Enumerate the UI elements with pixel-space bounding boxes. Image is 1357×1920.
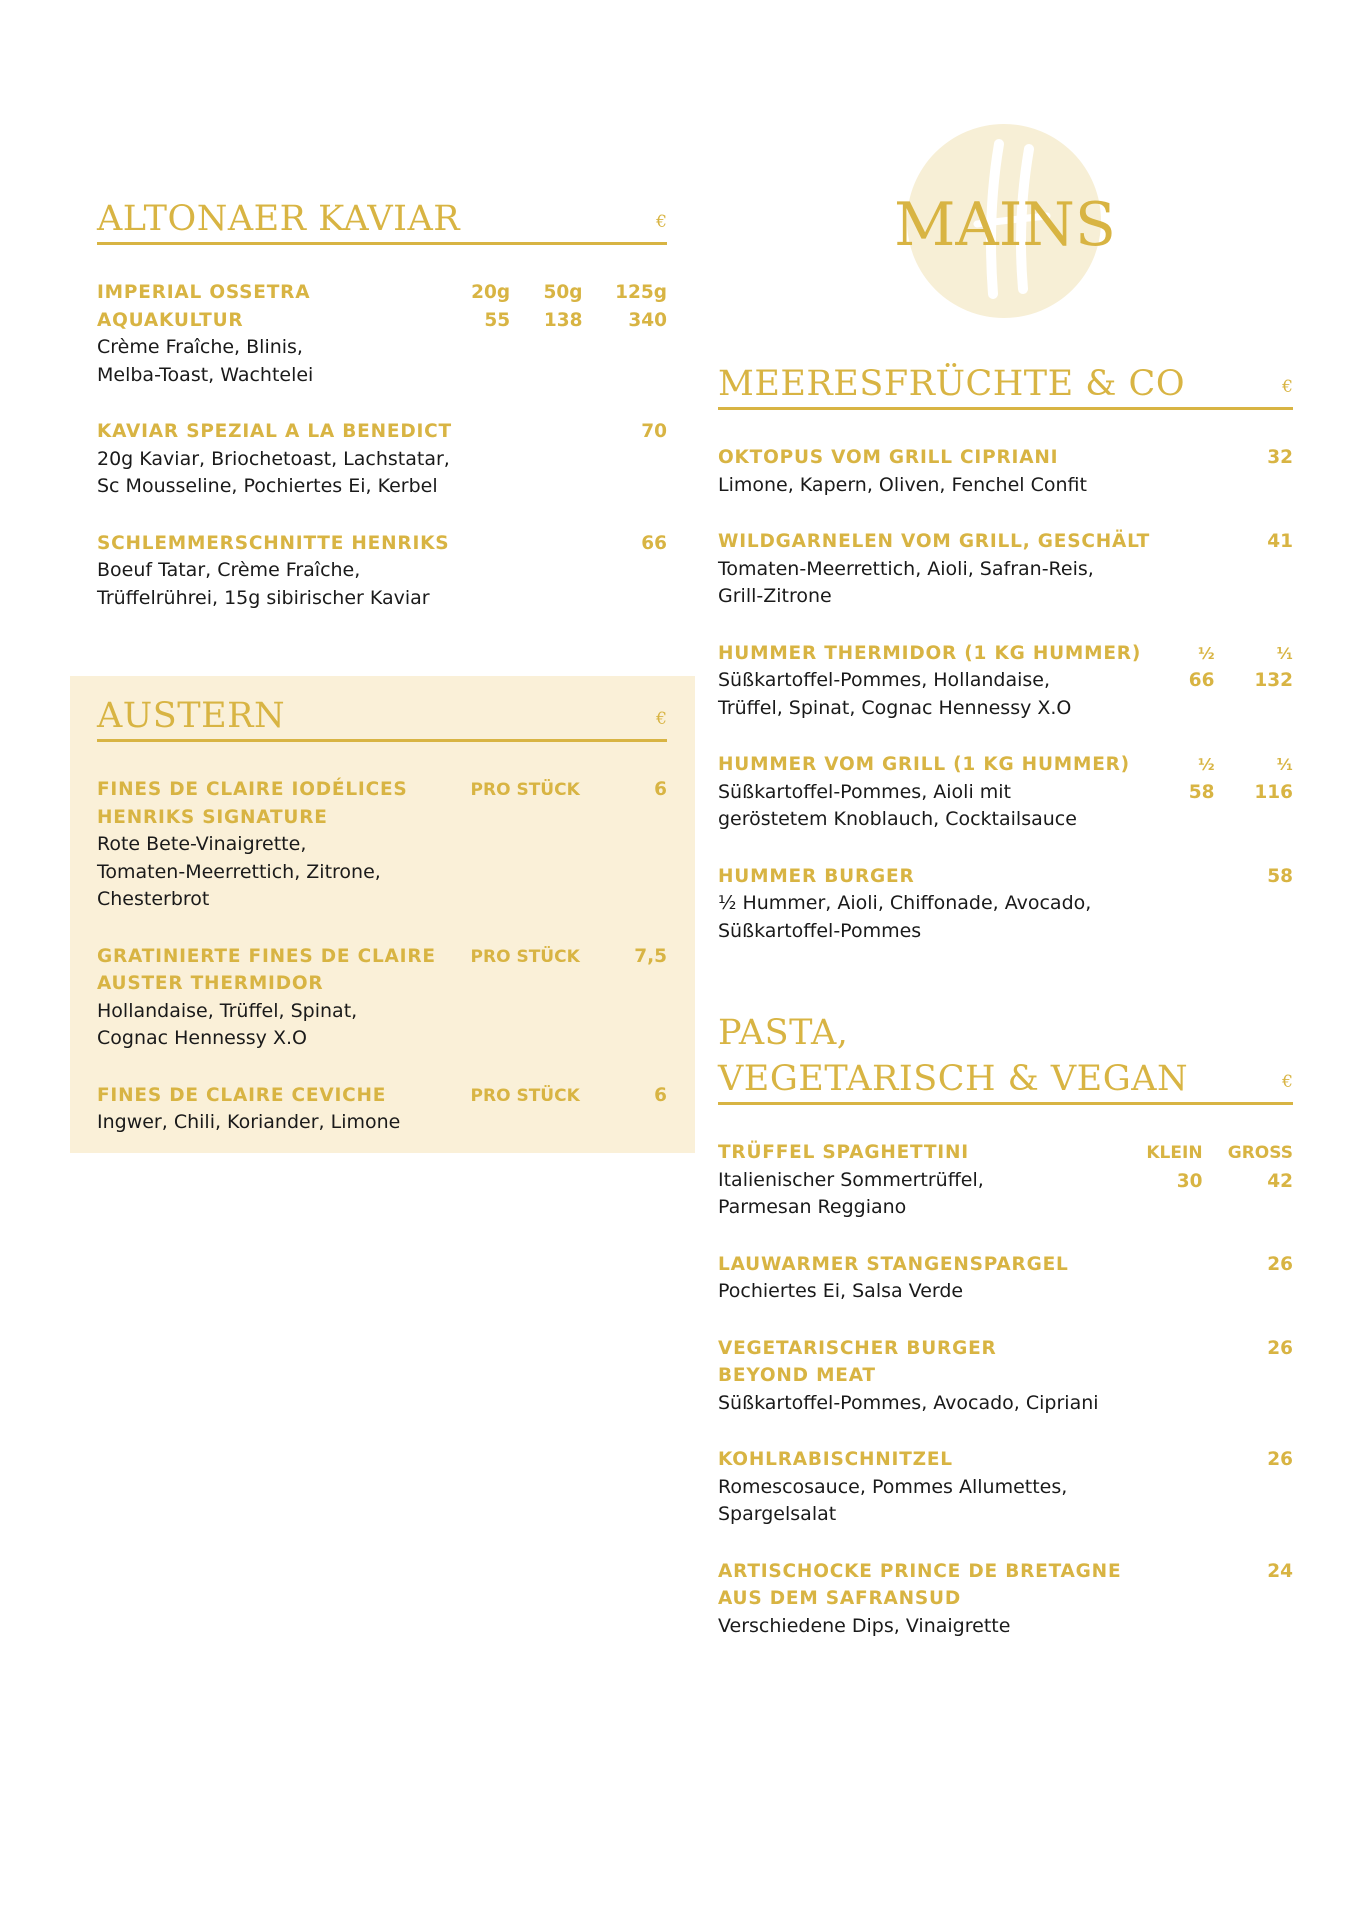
- item-price-grid: [1175, 640, 1293, 695]
- currency-label: €: [656, 709, 667, 729]
- item-price-grid: [460, 279, 667, 334]
- section-title: ALTONAER KAVIAR: [97, 199, 461, 239]
- item-name: FINES DE CLAIRE CEVICHE: [97, 1084, 387, 1106]
- item-name: SCHLEMMERSCHNITTE HENRIKS: [97, 532, 450, 554]
- item-description: Pochiertes Ei, Salsa Verde: [718, 1280, 964, 1302]
- item-price: 58: [1267, 865, 1293, 887]
- section-kaviar: [97, 196, 667, 641]
- item-description: Sc Mousseline, Pochiertes Ei, Kerbel: [97, 475, 438, 497]
- item-price: 26: [1267, 1253, 1293, 1275]
- item-description: 20g Kaviar, Briochetoast, Lachstatar,: [97, 447, 450, 470]
- menu-item: [718, 1335, 1293, 1418]
- item-description: Tomaten-Meerrettich, Zitrone,: [97, 860, 381, 883]
- item-description: Süßkartoffel-Pommes, Avocado, Cipriani: [718, 1391, 1099, 1414]
- item-name: LAUWARMER STANGENSPARGEL: [718, 1253, 1069, 1275]
- menu-item: [718, 1251, 1293, 1306]
- item-description: Spargelsalat: [718, 1503, 837, 1525]
- item-price-grid: [1175, 751, 1293, 806]
- section-header: [718, 361, 1293, 410]
- item-name: AUS DEM SAFRANSUD: [718, 1588, 962, 1609]
- item-price: 6: [654, 779, 667, 800]
- item-price: 41: [1267, 531, 1293, 552]
- item-description: Trüffelrührei, 15g sibirischer Kaviar: [97, 586, 430, 609]
- item-description: Hollandaise, Trüffel, Spinat,: [97, 999, 358, 1022]
- section-header: [97, 693, 667, 742]
- item-description: Parmesan Reggiano: [718, 1196, 907, 1218]
- item-price: 7,5: [634, 945, 667, 967]
- section-pasta: [718, 1010, 1293, 1669]
- item-name: KOHLRABISCHNITZEL: [718, 1449, 953, 1470]
- item-price: 340: [628, 309, 667, 331]
- item-price: 58: [1188, 781, 1215, 803]
- item-price-grid: [471, 776, 667, 805]
- item-name: TRÜFFEL SPAGHETTINI: [718, 1142, 969, 1163]
- item-price: 66: [1188, 670, 1215, 691]
- unit-label: PRO STÜCK: [470, 1085, 580, 1106]
- menu-item: [97, 418, 667, 501]
- item-description: Italienischer Sommertrüffel,: [718, 1168, 984, 1191]
- size-label: 50g: [543, 282, 583, 303]
- menu-item: [718, 1446, 1293, 1529]
- whole-label: ¹⁄₁: [1276, 643, 1293, 663]
- menu-item: [97, 1082, 667, 1137]
- half-label: ½: [1197, 755, 1215, 774]
- menu-item: [718, 444, 1293, 499]
- half-label: ½: [1197, 643, 1215, 663]
- item-description: ½ Hummer, Aioli, Chiffonade, Avocado,: [718, 892, 1092, 914]
- item-price: 138: [543, 309, 583, 331]
- item-description: Tomaten-Meerrettich, Aioli, Safran-Reis,: [718, 557, 1094, 580]
- section-header: [97, 196, 667, 245]
- item-description: Trüffel, Spinat, Cognac Hennessy X.O: [718, 696, 1072, 719]
- item-description: Rote Bete-Vinaigrette,: [97, 833, 307, 855]
- item-name: HUMMER BURGER: [718, 865, 915, 887]
- menu-item: [97, 530, 667, 613]
- menu-item: [97, 943, 667, 1053]
- item-description: Boeuf Tatar, Crème Fraîche,: [97, 559, 361, 581]
- currency-label: €: [1282, 1072, 1293, 1092]
- unit-label: PRO STÜCK: [470, 946, 580, 967]
- size-label: GROSS: [1227, 1143, 1293, 1163]
- section-title: VEGETARISCH & VEGAN: [718, 1059, 1189, 1099]
- whole-label: ¹⁄₁: [1276, 755, 1293, 774]
- menu-item: [718, 528, 1293, 611]
- section-title: PASTA,: [718, 1013, 849, 1053]
- menu-item: [718, 1139, 1293, 1222]
- item-price: 66: [641, 532, 667, 554]
- item-name: HUMMER THERMIDOR (1 KG HUMMER): [718, 642, 1142, 664]
- item-name: AUSTER THERMIDOR: [97, 973, 324, 994]
- item-description: Cognac Hennessy X.O: [97, 1027, 307, 1049]
- item-price: 30: [1176, 1170, 1203, 1192]
- menu-item: [718, 863, 1293, 946]
- item-name: AQUAKULTUR: [97, 309, 244, 331]
- item-description: Grill-Zitrone: [718, 585, 832, 607]
- item-price: 26: [1267, 1449, 1293, 1470]
- item-description: Süßkartoffel-Pommes, Aioli mit: [718, 780, 1012, 803]
- item-name: OKTOPUS VOM GRILL CIPRIANI: [718, 447, 1059, 468]
- currency-label: €: [656, 212, 667, 232]
- item-price-grid: [1143, 1139, 1293, 1195]
- item-description: Ingwer, Chili, Koriander, Limone: [97, 1111, 401, 1133]
- item-description: Süßkartoffel-Pommes, Hollandaise,: [718, 669, 1051, 691]
- item-price: 32: [1267, 447, 1293, 468]
- item-name: IMPERIAL OSSETRA: [97, 282, 311, 303]
- menu-item: [97, 279, 667, 389]
- page-title: MAINS: [893, 190, 1117, 260]
- item-description: Chesterbrot: [97, 888, 210, 910]
- menu-item: [97, 776, 667, 914]
- item-name: WILDGARNELEN VOM GRILL, GESCHÄLT: [718, 531, 1151, 552]
- item-description: geröstetem Knoblauch, Cocktailsauce: [718, 808, 1077, 830]
- section-header: [718, 1010, 1293, 1105]
- size-label: 125g: [615, 282, 667, 303]
- section-title: MEERESFRÜCHTE & CO: [718, 364, 1186, 404]
- item-name: HUMMER VOM GRILL (1 KG HUMMER): [718, 754, 1130, 775]
- item-name: VEGETARISCHER BURGER: [718, 1337, 997, 1359]
- item-description: Crème Fraîche, Blinis,: [97, 336, 303, 358]
- menu-item: [718, 640, 1293, 723]
- size-label: KLEIN: [1146, 1143, 1203, 1163]
- item-name: GRATINIERTE FINES DE CLAIRE: [97, 945, 436, 967]
- item-price-grid: [471, 1082, 667, 1111]
- item-price: 132: [1254, 670, 1293, 691]
- unit-label: PRO STÜCK: [470, 780, 580, 800]
- item-description: Melba-Toast, Wachtelei: [97, 363, 314, 386]
- size-label: 20g: [471, 282, 511, 303]
- item-price: 55: [484, 309, 511, 331]
- item-description: Verschiedene Dips, Vinaigrette: [718, 1614, 1011, 1637]
- item-price: 42: [1267, 1170, 1293, 1192]
- item-description: Süßkartoffel-Pommes: [718, 919, 922, 942]
- item-name: BEYOND MEAT: [718, 1365, 876, 1386]
- item-description: Romescosauce, Pommes Allumettes,: [718, 1475, 1068, 1498]
- item-price-grid: [471, 943, 667, 972]
- menu-item: [718, 751, 1293, 834]
- item-description: Limone, Kapern, Oliven, Fenchel Confit: [718, 473, 1087, 496]
- currency-label: €: [1282, 377, 1293, 397]
- section-title: AUSTERN: [97, 696, 286, 736]
- item-price: 116: [1254, 781, 1293, 803]
- item-price: 26: [1267, 1337, 1293, 1359]
- item-price: 70: [641, 421, 667, 442]
- item-price: 24: [1267, 1560, 1293, 1582]
- item-name: HENRIKS SIGNATURE: [97, 806, 328, 828]
- item-price: 6: [654, 1084, 667, 1106]
- menu-item: [718, 1558, 1293, 1641]
- section-meeresfruechte: [718, 361, 1293, 974]
- item-name: ARTISCHOCKE PRINCE DE BRETAGNE: [718, 1560, 1122, 1582]
- item-name: FINES DE CLAIRE IODÉLICES: [97, 779, 408, 800]
- section-austern: [97, 693, 667, 1166]
- item-name: KAVIAR SPEZIAL A LA BENEDICT: [97, 421, 452, 442]
